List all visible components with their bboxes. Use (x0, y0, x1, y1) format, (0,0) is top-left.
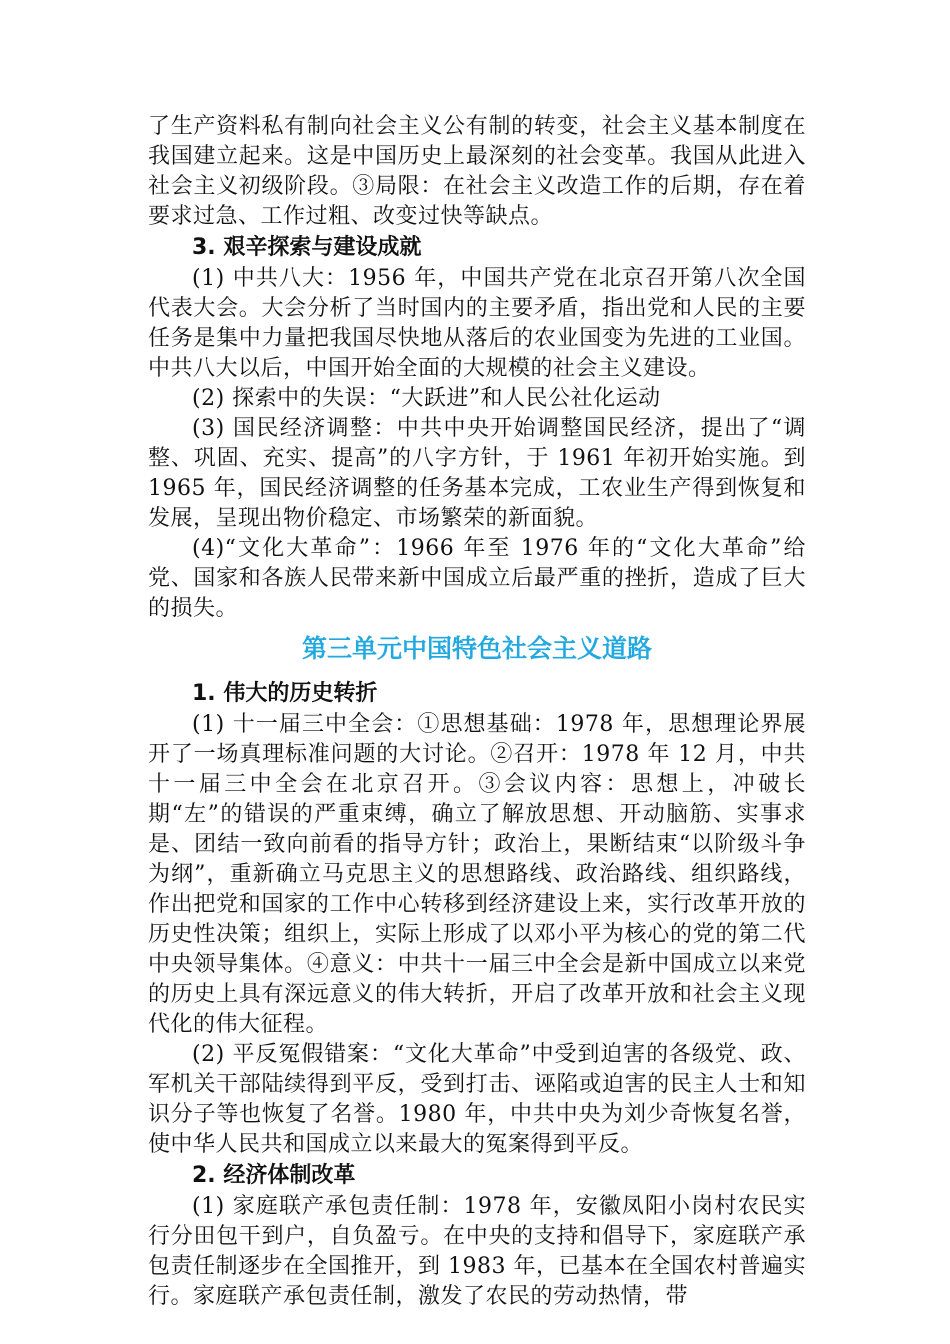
paragraph-cultural-revolution: (4)“文化大革命”：1966 年至 1976 年的“文化大革命”给党、国家和各族人民带来新中国成立后最严重的挫折，造成了巨大的损失。 (148, 536, 806, 621)
heading-economic-reform: 2. 经济体制改革 (192, 1163, 356, 1188)
document-page (148, 112, 806, 1312)
paragraph-economic-adjustment: (3) 国民经济调整：中共中央开始调整国民经济，提出了“调整、巩固、充实、提高”的八字方针，于 1961 年初开始实施。到 1965 年，国民经济调整的任务基本完成，工农业生产得到恢复和发展，呈现出物价稳定、市场繁荣的新面貌。 (148, 416, 806, 531)
paragraph-eighth-congress: (1) 中共八大：1956 年，中国共产党在北京召开第八次全国代表大会。大会分析了当时国内的主要矛盾，指出党和人民的主要任务是集中力量把我国尽快地从落后的农业国变为先进的工业国。中共八大以后，中国开始全面的大规模的社会主义建设。 (148, 266, 806, 381)
paragraph-exploration-mistakes: (2) 探索中的失误：“大跃进”和人民公社化运动 (192, 386, 661, 411)
paragraph-rehabilitation: (2) 平反冤假错案：“文化大革命”中受到迫害的各级党、政、军机关干部陆续得到平反，受到打击、诬陷或迫害的民主人士和知识分子等也恢复了名誉。1980 年，中共中央为刘少奇恢复名誉，使中华人民共和国成立以来最大的冤案得到平反。 (148, 1042, 806, 1157)
unit-three-title: 第三单元中国特色社会主义道路 (301, 634, 652, 663)
heading-arduous-exploration: 3. 艰辛探索与建设成就 (192, 235, 422, 260)
heading-great-turning-point: 1. 伟大的历史转折 (192, 681, 378, 706)
paragraph-household-responsibility: (1) 家庭联产承包责任制：1978 年，安徽凤阳小岗村农民实行分田包干到户，自负盈亏。在中央的支持和倡导下，家庭联产承包责任制逐步在全国推开，到 1983 年，已基本在全国农村普遍实行。家庭联产承包责任制，激发了农民的劳动热情，带 (148, 1194, 806, 1309)
paragraph-third-plenum: (1) 十一届三中全会：①思想基础：1978 年，思想理论界展开了一场真理标准问题的大讨论。②召开：1978 年 12 月，中共十一届三中全会在北京召开。③会议内容：思想上，冲破长期“左”的错误的严重束缚，确立了解放思想、开动脑筋、实事求是、团结一致向前看的指导方针；政治上，果断结束“以阶级斗争为纲”，重新确立马克思主义的思想路线、政治路线、组织路线，作出把党和国家的工作中心转移到经济建设上来，实行改革开放的历史性决策；组织上，实际上形成了以邓小平为核心的党的第二代中央领导集体。④意义：中共十一届三中全会是新中国成立以来党的历史上具有深远意义的伟大转折，开启了改革开放和社会主义现代化的伟大征程。 (148, 712, 806, 1037)
paragraph-socialist-transformation-end: 了生产资料私有制向社会主义公有制的转变，社会主义基本制度在我国建立起来。这是中国历史上最深刻的社会变革。我国从此进入社会主义初级阶段。③局限：在社会主义改造工作的后期，存在着要求过急、工作过粗、改变过快等缺点。 (148, 114, 806, 229)
